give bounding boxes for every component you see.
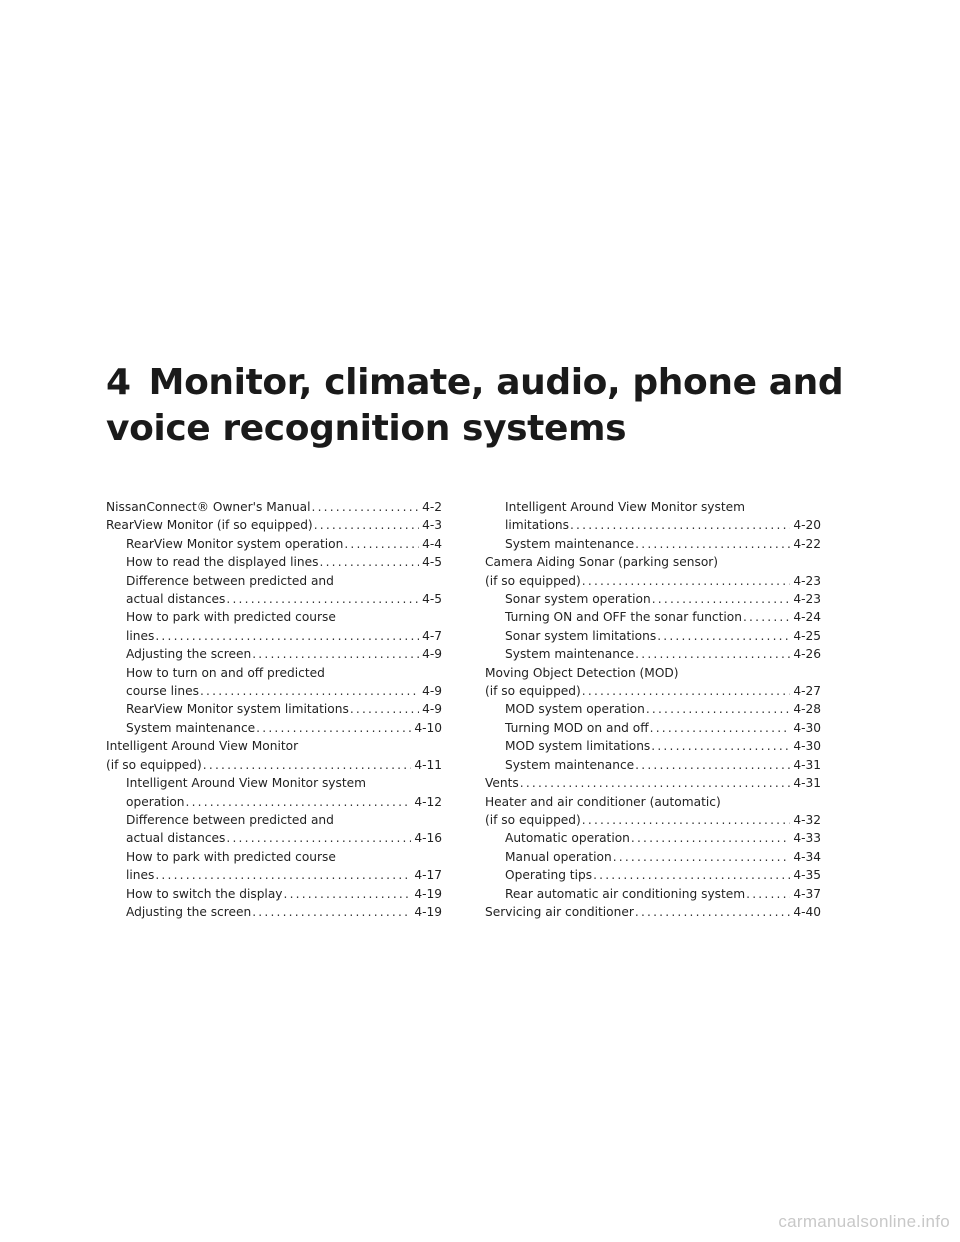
toc-entry-title: actual distances [126,831,226,846]
dot-leader [631,829,790,847]
toc-entry[interactable] [106,719,442,737]
toc-entry-page: 4-9 [422,702,442,717]
dot-leader [657,627,790,645]
dot-leader [155,627,419,645]
dot-leader [350,700,419,718]
toc-entry-title: NissanConnect® Owner's Manual [106,500,311,514]
toc-entry-page: 4-40 [793,904,821,919]
toc-entry-title: Adjusting the screen [126,647,252,662]
toc-entry-title: limitations [505,518,569,533]
dot-leader [746,885,790,903]
toc-entry-page: 4-31 [793,776,821,791]
toc-entry[interactable] [485,885,821,903]
toc-entry-title-first-line: Difference between predicted and [126,573,334,588]
dot-leader [314,516,419,534]
toc-entry-title: System maintenance [505,757,635,772]
toc-entry-page: 4-17 [414,868,442,883]
dot-leader [613,848,791,866]
chapter-title-line2: voice recognition systems [106,408,627,449]
toc-entry-title: (if so equipped) [106,757,202,772]
toc-entry-page: 4-3 [422,518,442,533]
dot-leader [155,866,411,884]
toc-entry[interactable] [485,793,821,830]
dot-leader [635,535,790,553]
toc-entry-page: 4-19 [414,904,442,919]
dot-leader [226,829,411,847]
dot-leader [582,811,791,829]
toc-entry[interactable] [485,866,821,884]
toc-entry-title-first-line: Camera Aiding Sonar (parking sensor) [485,555,719,570]
toc-entry-title: Sonar system limitations [505,628,657,643]
toc-entry-title: System maintenance [505,536,635,551]
toc-entry-title: Manual operation [505,849,612,864]
dot-leader [200,682,419,700]
toc-entry-page: 4-7 [422,628,442,643]
toc-entry-title: Servicing air conditioner [485,904,634,919]
dot-leader [652,590,791,608]
chapter-title [106,360,886,452]
toc-entry[interactable] [106,553,442,571]
toc-entry-title: System maintenance [126,720,256,735]
toc-entry-page: 4-30 [793,720,821,735]
dot-leader [635,645,790,663]
toc-entry-page: 4-34 [793,849,821,864]
dot-leader [650,719,791,737]
toc-entry[interactable] [485,627,821,645]
toc-entry-title: lines [126,628,155,643]
toc-entry-title-first-line: How to park with predicted course [126,849,336,864]
toc-entry-page: 4-37 [793,886,821,901]
watermark-text: carmanualsonline.info [778,1212,950,1231]
dot-leader [582,682,791,700]
dot-leader [651,737,790,755]
toc-entry[interactable] [106,903,442,921]
toc-entry[interactable] [485,664,821,701]
dot-leader [186,793,412,811]
toc-entry[interactable] [106,608,442,645]
toc-entry-page: 4-16 [414,831,442,846]
toc-entry-title-first-line: Difference between predicted and [126,812,334,827]
toc-entry-page: 4-5 [422,555,442,570]
toc-entry-title: RearView Monitor system operation [126,536,344,551]
toc-entry-title: Turning ON and OFF the sonar function [505,610,742,625]
dot-leader [320,553,420,571]
toc-entry-page: 4-33 [793,831,821,846]
toc-entry[interactable] [485,608,821,626]
toc-entry-page: 4-11 [414,757,442,772]
toc-entry-page: 4-32 [793,812,821,827]
toc-entry-page: 4-10 [414,720,442,735]
toc-entry-title-first-line: How to turn on and off predicted [126,665,325,680]
toc-entry-title: MOD system operation [505,702,645,717]
dot-leader [252,903,411,921]
dot-leader [635,756,790,774]
toc-entry[interactable] [485,719,821,737]
toc-entry[interactable] [106,737,442,774]
dot-leader [582,572,791,590]
toc-entry-title: (if so equipped) [485,812,581,827]
toc-entry-title: System maintenance [505,647,635,662]
toc-entry[interactable] [106,645,442,663]
toc-entry[interactable] [485,553,821,590]
toc-entry[interactable] [106,572,442,609]
toc-right-column [485,498,821,921]
toc-entry-title: MOD system limitations [505,739,651,754]
dot-leader [635,903,790,921]
toc-entry[interactable] [485,848,821,866]
toc-entry-page: 4-2 [422,500,442,514]
toc-entry-page: 4-5 [422,592,442,607]
toc-entry-title: How to switch the display [126,886,283,901]
toc-entry-page: 4-26 [793,647,821,662]
dot-leader [743,608,790,626]
dot-leader [344,535,419,553]
chapter-number: 4 [106,362,131,403]
toc-entry-title: (if so equipped) [485,573,581,588]
toc-entry-title: Turning MOD on and off [505,720,649,735]
toc-entry-title: Sonar system operation [505,592,651,607]
toc-entry[interactable] [106,498,442,516]
toc-entry[interactable] [106,811,442,848]
toc-entry-title: How to read the displayed lines [126,555,319,570]
dot-leader [520,774,791,792]
toc-entry-title: (if so equipped) [485,684,581,699]
toc-entry-page: 4-12 [414,794,442,809]
toc-entry-page: 4-4 [422,536,442,551]
toc-entry-page: 4-31 [793,757,821,772]
toc-entry-page: 4-23 [793,592,821,607]
dot-leader [256,719,411,737]
toc-entry[interactable] [106,516,442,534]
toc-entry[interactable] [106,774,442,811]
toc-entry-page: 4-23 [793,573,821,588]
toc-entry[interactable] [485,829,821,847]
toc-entry-page: 4-27 [793,684,821,699]
toc-entry-title: Vents [485,776,519,791]
toc-entry-page: 4-19 [414,886,442,901]
toc-entry-page: 4-9 [422,684,442,699]
toc-entry[interactable] [485,590,821,608]
toc-entry[interactable] [106,535,442,553]
toc-entry-page: 4-28 [793,702,821,717]
toc-entry-title: Rear automatic air conditioning system [505,886,746,901]
toc-entry[interactable] [106,700,442,718]
dot-leader [226,590,419,608]
toc-entry-page: 4-30 [793,739,821,754]
toc-entry-title: actual distances [126,592,226,607]
toc-entry-title-first-line: Intelligent Around View Monitor [106,739,299,754]
toc-entry-title: operation [126,794,185,809]
toc-entry-page: 4-9 [422,647,442,662]
toc-entry-page: 4-20 [793,518,821,533]
toc-entry[interactable] [106,664,442,701]
toc-entry[interactable] [485,756,821,774]
toc-entry[interactable] [106,848,442,885]
dot-leader [646,700,791,718]
toc-entry-title-first-line: Heater and air conditioner (automatic) [485,794,721,809]
toc-entry-title: course lines [126,684,199,699]
toc-entry[interactable] [485,498,821,535]
dot-leader [570,516,790,534]
chapter-title-text: Monitor, climate, audio, phone and [148,362,844,403]
toc-entry-page: 4-35 [793,868,821,883]
toc-entry-page: 4-25 [793,628,821,643]
toc-entry[interactable] [106,885,442,903]
toc-entry-page: 4-22 [793,536,821,551]
toc-entry-title-first-line: Intelligent Around View Monitor system [505,500,746,514]
toc-entry-page: 4-24 [793,610,821,625]
chapter-title-line1 [106,360,886,406]
dot-leader [203,756,412,774]
dot-leader [593,866,790,884]
toc-entry-title-first-line: Intelligent Around View Monitor system [126,776,367,791]
toc-entry[interactable] [485,774,821,792]
toc-entry-title: RearView Monitor (if so equipped) [106,518,313,533]
toc-entry-title-first-line: Moving Object Detection (MOD) [485,665,679,680]
toc-entry-title: Operating tips [505,868,593,883]
toc-entry-title: lines [126,868,155,883]
toc-entry[interactable] [485,700,821,718]
toc-entry-title: Adjusting the screen [126,904,252,919]
toc-entry[interactable] [485,903,821,921]
toc-entry[interactable] [485,645,821,663]
dot-leader [284,885,412,903]
toc-entry-title: Automatic operation [505,831,630,846]
toc-entry-title-first-line: How to park with predicted course [126,610,336,625]
toc-entry[interactable] [485,737,821,755]
dot-leader [252,645,419,663]
dot-leader [312,498,420,516]
toc-entry-title: RearView Monitor system limitations [126,702,349,717]
toc-entry[interactable] [485,535,821,553]
toc-left-column [106,498,442,921]
